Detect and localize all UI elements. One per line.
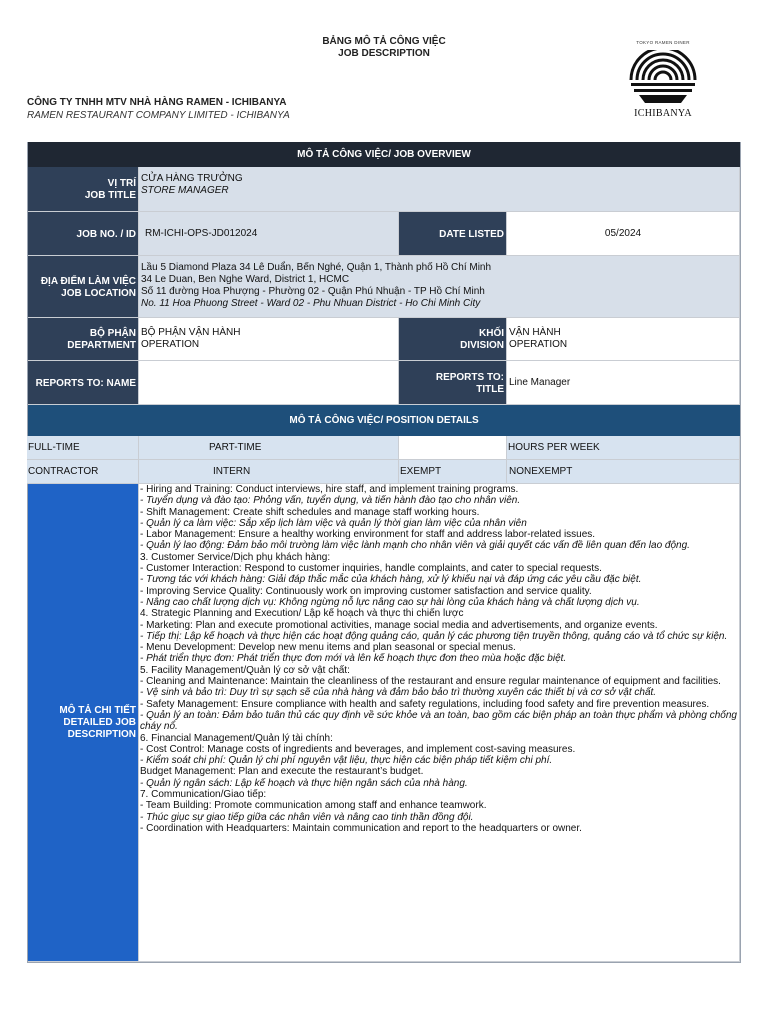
description-line: - Vệ sinh và bảo trì: Duy trì sự sạch sẽ của nhà hàng và đảm bảo bảo trì thường xuyên các thiết bị và cơ sở vật chất. bbox=[140, 687, 657, 699]
description-line: - Phát triển thực đơn: Phát triển thực đơn mới và lên kế hoạch thực đơn theo mùa hoặc đặc biệt. bbox=[140, 653, 567, 665]
hours-per-week-cell: HOURS PER WEEK bbox=[507, 436, 740, 460]
division-en: OPERATION bbox=[509, 339, 568, 350]
detailed-description-label bbox=[28, 484, 139, 962]
part-time-cell: PART-TIME bbox=[139, 436, 399, 460]
company-name-vn: CÔNG TY TNHH MTV NHÀ HÀNG RAMEN - ICHIBANYA bbox=[27, 97, 287, 108]
department-label-en: DEPARTMENT bbox=[67, 340, 136, 351]
description-line: - Thúc giục sự giao tiếp giữa các nhân viên và nâng cao tinh thần đồng đội. bbox=[140, 811, 474, 823]
location-line: Số 11 đường Hoa Phượng - Phường 02 - Quận Phú Nhuận - TP Hồ Chí Minh bbox=[141, 285, 485, 297]
description-line: - Quản lý an toàn: Đảm bảo tuân thủ các quy định về sức khỏe và an toàn, bao gồm các biện pháp an toàn thực phẩm và phòng chống cháy nổ. bbox=[140, 709, 737, 733]
job-title-label bbox=[28, 167, 139, 212]
date-listed-label-text: DATE LISTED bbox=[439, 228, 504, 240]
division-label-vn: KHỐI bbox=[479, 328, 504, 339]
contractor-cell: CONTRACTOR bbox=[27, 460, 139, 484]
description-line: - Team Building: Promote communication among staff and enhance teamwork. bbox=[140, 800, 487, 812]
department-label-vn: BỘ PHẬN bbox=[89, 328, 136, 339]
company-name-en: RAMEN RESTAURANT COMPANY LIMITED - ICHIBANYA bbox=[27, 110, 290, 121]
description-line: - Hiring and Training: Conduct interviews, hire staff, and implement training programs. bbox=[140, 484, 519, 495]
job-title-label-en: JOB TITLE bbox=[84, 190, 136, 201]
date-listed-value bbox=[507, 212, 740, 256]
job-location-label bbox=[28, 256, 139, 318]
detailed-description-label-en-2: DESCRIPTION bbox=[67, 728, 136, 740]
reports-to-title-value bbox=[507, 361, 740, 405]
reports-to-title-text: Line Manager bbox=[509, 376, 571, 388]
detailed-description-body bbox=[139, 484, 740, 962]
department-row bbox=[28, 318, 740, 361]
detailed-description-label-en-1: DETAILED JOB bbox=[63, 716, 136, 728]
full-time-cell: FULL-TIME bbox=[27, 436, 139, 460]
description-line: - Menu Development: Develop new menu items and plan seasonal or special menus. bbox=[140, 642, 516, 654]
description-line: - Cost Control: Manage costs of ingredients and beverages, and implement cost-saving measures. bbox=[140, 743, 576, 755]
reports-to-title-label-2: TITLE bbox=[476, 383, 504, 395]
job-no-label-text: JOB NO. / ID bbox=[76, 228, 136, 240]
job-overview-heading: MÔ TẢ CÔNG VIỆC/ JOB OVERVIEW bbox=[28, 142, 740, 167]
description-line: 5. Facility Management/Quản lý cơ sở vật chất: bbox=[140, 664, 350, 676]
reports-to-name-value bbox=[139, 361, 399, 405]
nonexempt-cell: NONEXEMPT bbox=[507, 460, 740, 484]
job-title-value bbox=[139, 167, 740, 212]
description-line: - Quản lý ngân sách: Lập kế hoạch và thực hiện ngân sách của nhà hàng. bbox=[140, 777, 468, 789]
employment-type-row-1 bbox=[28, 436, 740, 460]
reports-to-title-label bbox=[399, 361, 507, 405]
detailed-description-label-vn: MÔ TẢ CHI TIẾT bbox=[59, 704, 136, 716]
description-line: - Cleaning and Maintenance: Maintain the cleanliness of the restaurant and ensure regular maintenance of equipment and facilities. bbox=[140, 676, 721, 688]
description-line: 6. Financial Management/Quản lý tài chính: bbox=[140, 732, 333, 744]
description-line: - Tương tác với khách hàng: Giải đáp thắc mắc của khách hàng, xử lý khiếu nại và đáp ứng các yêu cầu đặc biệt. bbox=[140, 574, 642, 586]
date-listed-text: 05/2024 bbox=[604, 227, 642, 239]
reports-to-name-label bbox=[28, 361, 139, 405]
hours-per-week-input bbox=[399, 436, 507, 460]
reports-to-name-label-text: REPORTS TO: NAME bbox=[35, 377, 136, 389]
department-en: OPERATION bbox=[141, 339, 200, 350]
reports-to-row bbox=[28, 361, 740, 405]
department-label bbox=[28, 318, 139, 361]
job-no-text: RM-ICHI-OPS-JD012024 bbox=[145, 227, 258, 239]
department-value bbox=[139, 318, 399, 361]
job-no-value bbox=[139, 212, 399, 256]
logo-tagline: TOKYO RAMEN DINER bbox=[636, 40, 690, 45]
company-name bbox=[27, 96, 290, 122]
description-line: - Marketing: Plan and execute promotional activities, manage social media and advertisements, and organize events. bbox=[140, 619, 658, 631]
date-listed-label bbox=[399, 212, 507, 256]
job-location-label-en: JOB LOCATION bbox=[61, 287, 136, 299]
description-line: 4. Strategic Planning and Execution/ Lập kế hoạch và thực thi chiến lược bbox=[140, 608, 464, 620]
document-title-en: JOB DESCRIPTION bbox=[338, 48, 430, 59]
job-no-row bbox=[28, 212, 740, 256]
position-details-heading: MÔ TẢ CÔNG VIỆC/ POSITION DETAILS bbox=[28, 405, 740, 436]
description-line: - Improving Service Quality: Continuously work on improving customer satisfaction and service quality. bbox=[140, 585, 592, 597]
description-line: - Tiếp thị: Lập kế hoạch và thực hiện các hoạt động quảng cáo, quản lý các phương tiện truyền thông, quảng cáo và tổ chức sự kiện. bbox=[140, 630, 728, 642]
job-location-label-vn: ĐỊA ĐIỂM LÀM VIỆC bbox=[40, 275, 136, 287]
description-line: - Labor Management: Ensure a healthy working environment for staff and address labor-related issues. bbox=[140, 529, 596, 541]
intern-cell: INTERN bbox=[139, 460, 399, 484]
job-no-label bbox=[28, 212, 139, 256]
logo-brand: ICHIBANYA bbox=[634, 108, 692, 119]
division-label-en: DIVISION bbox=[460, 340, 504, 351]
description-line: - Quản lý ca làm việc: Sắp xếp lịch làm việc và quản lý thời gian làm việc của nhân viên bbox=[140, 517, 527, 529]
ramen-bowl-logo-icon bbox=[629, 50, 697, 106]
description-line: - Customer Interaction: Respond to customer inquiries, handle complaints, and cater to special requests. bbox=[140, 563, 602, 575]
description-line: - Shift Management: Create shift schedules and manage staff working hours. bbox=[140, 506, 480, 518]
job-title-en: STORE MANAGER bbox=[141, 185, 229, 196]
description-line: 7. Communication/Giao tiếp: bbox=[140, 789, 267, 801]
description-line: - Safety Management: Ensure compliance with health and safety regulations, including food safety and fire prevention measures. bbox=[140, 698, 710, 710]
description-line: 3. Customer Service/Dịch phụ khách hàng: bbox=[140, 551, 331, 563]
job-title-vn: CỬA HÀNG TRƯỞNG bbox=[141, 173, 243, 184]
company-logo bbox=[608, 26, 718, 124]
description-line: - Kiểm soát chi phí: Quản lý chi phí nguyên vật liệu, thực hiện các biện pháp tiết kiệm chi phí. bbox=[140, 755, 553, 767]
department-vn: BỘ PHẬN VẬN HÀNH bbox=[141, 327, 241, 338]
location-line: 34 Le Duan, Ben Nghe Ward, District 1, HCMC bbox=[141, 273, 350, 285]
job-location-row bbox=[28, 256, 740, 318]
description-line: - Nâng cao chất lượng dịch vụ: Không ngừng nỗ lực nâng cao sự hài lòng của khách hàng và chất lượng dịch vụ. bbox=[140, 596, 640, 608]
reports-to-title-label-1: REPORTS TO: bbox=[435, 371, 504, 383]
job-description-table bbox=[27, 142, 741, 963]
job-location-value bbox=[139, 256, 740, 318]
division-value bbox=[507, 318, 740, 361]
description-line: - Coordination with Headquarters: Maintain communication and report to the headquarters or owner. bbox=[140, 822, 582, 834]
document-title-vn: BẢNG MÔ TẢ CÔNG VIỆC bbox=[322, 36, 446, 47]
employment-type-row-2 bbox=[28, 460, 740, 484]
description-line: Budget Management: Plan and execute the restaurant’s budget. bbox=[140, 766, 424, 778]
division-label bbox=[399, 318, 507, 361]
description-line: - Quản lý lao động: Đảm bảo môi trường làm việc lành mạnh cho nhân viên và giải quyết các vấn đề liên quan đến lao động. bbox=[140, 540, 690, 552]
description-line: - Tuyển dụng và đào tạo: Phỏng vấn, tuyển dụng, và tiến hành đào tạo cho nhân viên. bbox=[140, 495, 521, 507]
location-line: No. 11 Hoa Phuong Street - Ward 02 - Phu Nhuan District - Ho Chi Minh City bbox=[141, 297, 481, 309]
job-title-label-vn: VỊ TRÍ bbox=[107, 178, 136, 189]
division-vn: VẬN HÀNH bbox=[509, 327, 561, 338]
exempt-cell: EXEMPT bbox=[399, 460, 507, 484]
job-title-row bbox=[28, 167, 740, 212]
location-line: Lầu 5 Diamond Plaza 34 Lê Duẩn, Bến Nghé, Quận 1, Thành phố Hồ Chí Minh bbox=[141, 261, 492, 273]
detailed-description-row bbox=[28, 484, 740, 962]
